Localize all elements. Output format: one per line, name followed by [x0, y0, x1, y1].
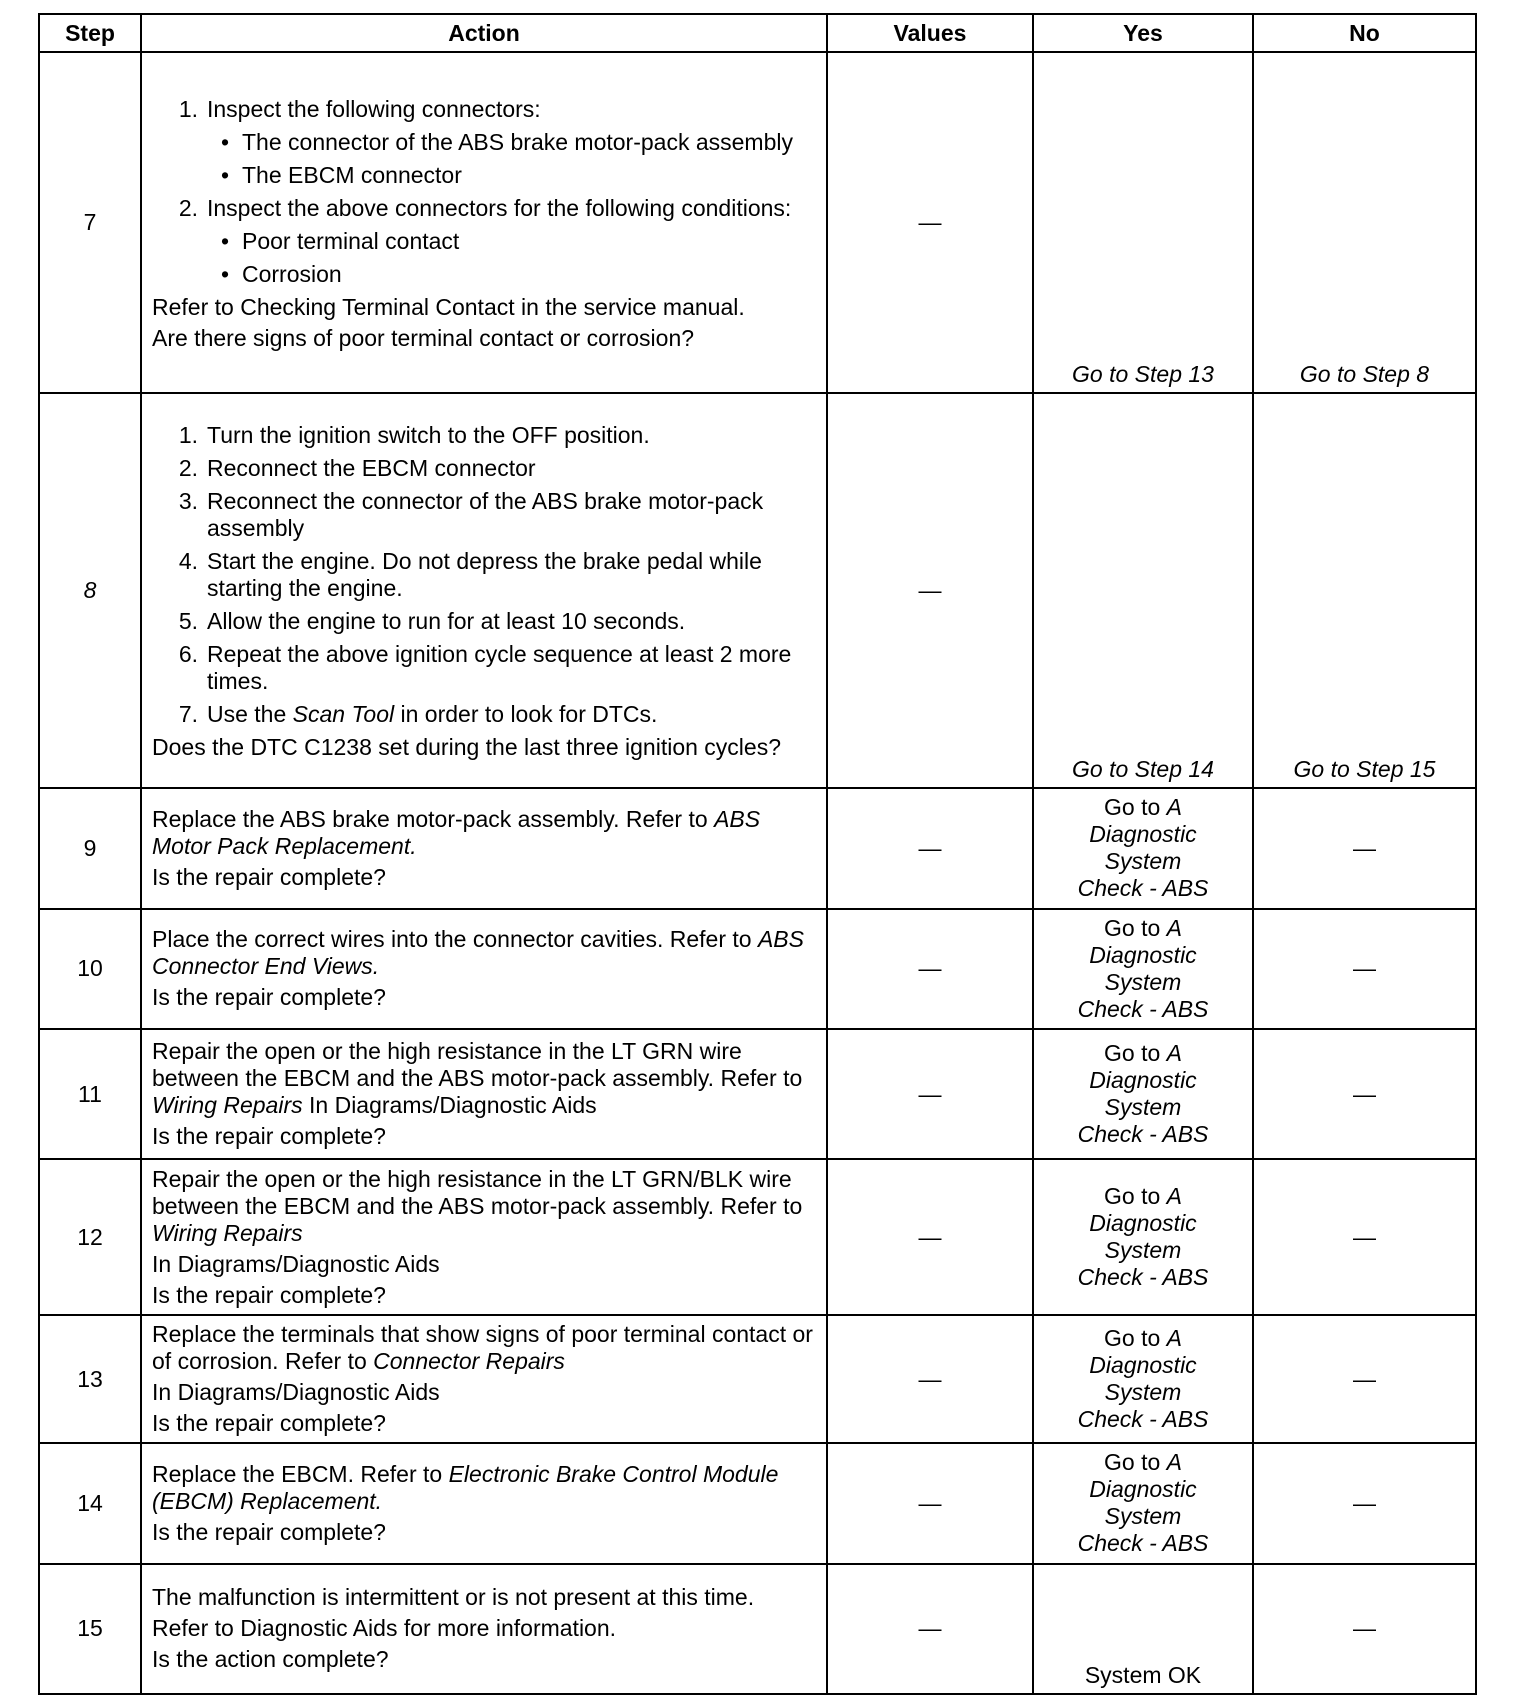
action-text: in order to look for DTCs. — [394, 701, 658, 728]
table-row-step-8 — [39, 393, 1476, 788]
values-cell: — — [827, 1564, 1033, 1694]
yes-cell — [1033, 1159, 1253, 1314]
header-action: Action — [141, 14, 827, 52]
header-yes: Yes — [1033, 14, 1253, 52]
action-item: Repeat the above ignition cycle sequence at least 2 more times. — [207, 641, 792, 695]
table-row-step-13 — [39, 1315, 1476, 1443]
action-cell: 1. Turn the ignition switch to the OFF position. 2. Reconnect the EBCM connector 3. Reconnect the connector of the ABS brake motor-pack assembly 4. Start the engine. Do not depress the brake pedal while starting the engine. 5. Allow the engine to run for at least 10 seconds. 6. Repeat the above ignition cycle sequence at least 2 more times. 7. Use the Scan Tool in order to look for DTCs. Does the DTC C1238 set during the last three ignition cycles? — [141, 393, 827, 788]
action-question: Is the repair complete? — [152, 863, 386, 890]
action-text: Place the correct wires into the connector cavities. Refer to — [152, 926, 758, 953]
yes-text: Diagnostic — [1089, 1476, 1197, 1503]
step-number: 11 — [39, 1029, 141, 1159]
step-number: 9 — [39, 788, 141, 908]
action-reference: Connector Repairs — [373, 1348, 565, 1374]
yes-text: System — [1104, 1379, 1182, 1405]
action-question: Are there signs of poor terminal contact or corrosion? — [152, 324, 695, 351]
action-bullet: Poor terminal contact — [242, 227, 460, 254]
values-cell: — — [827, 1443, 1033, 1563]
action-text: Replace the EBCM. Refer to — [152, 1460, 449, 1487]
yes-text: Check - ABS — [1077, 875, 1209, 902]
yes-cell: Go to Step 14 — [1033, 393, 1253, 788]
action-bullet: Corrosion — [242, 260, 342, 287]
yes-text: Go to — [1104, 914, 1167, 941]
action-text: In Diagrams/Diagnostic Aids — [152, 1379, 440, 1405]
yes-cell — [1033, 1029, 1253, 1159]
action-reference: Electronic Brake Control Module (EBCM) Replacement. — [152, 1460, 779, 1514]
values-cell: — — [827, 393, 1033, 788]
no-cell: Go to Step 15 — [1253, 393, 1476, 788]
yes-cell — [1033, 788, 1253, 908]
yes-text: System — [1104, 1094, 1182, 1121]
no-cell: — — [1253, 1564, 1476, 1694]
values-cell: — — [827, 1159, 1033, 1314]
action-reference: Wiring Repairs — [152, 1219, 303, 1246]
action-cell — [141, 788, 827, 908]
yes-text: Check - ABS — [1077, 995, 1209, 1022]
action-item: Inspect the following connectors: — [207, 95, 541, 122]
yes-text: Diagnostic — [1089, 1067, 1197, 1094]
action-text: Replace the ABS brake motor-pack assembly. Refer to — [152, 805, 715, 832]
table-row-step-9 — [39, 788, 1476, 908]
yes-cell — [1033, 909, 1253, 1029]
step-number: 14 — [39, 1443, 141, 1563]
action-question: Does the DTC C1238 set during the last three ignition cycles? — [152, 734, 781, 761]
yes-cell: Go to Step 13 — [1033, 52, 1253, 393]
no-cell: Go to Step 8 — [1253, 52, 1476, 393]
action-text: In Diagrams/Diagnostic Aids — [302, 1092, 597, 1119]
action-reference: ABS Connector End Views. — [152, 926, 804, 980]
action-question: Is the repair complete? — [152, 1281, 386, 1308]
yes-text: Go to — [1104, 1040, 1167, 1067]
action-question: Is the repair complete? — [152, 1518, 386, 1545]
yes-text: Check - ABS — [1077, 1530, 1209, 1557]
action-bullet: The connector of the ABS brake motor-pack assembly — [242, 128, 793, 155]
no-cell: — — [1253, 1443, 1476, 1563]
no-cell: — — [1253, 1315, 1476, 1443]
step-number: 13 — [39, 1315, 141, 1443]
header-row — [39, 14, 1476, 52]
step-number: 7 — [39, 52, 141, 393]
diagnostic-table — [38, 13, 1477, 1695]
yes-text: Go to — [1104, 1325, 1167, 1351]
action-cell — [141, 1159, 827, 1314]
action-item: Reconnect the EBCM connector — [207, 455, 536, 482]
yes-text: Diagnostic — [1089, 1352, 1197, 1378]
action-text: Repair the open or the high resistance in the LT GRN wire between the EBCM and the ABS motor-pack assembly. Refer to — [152, 1038, 803, 1092]
yes-text: System — [1104, 968, 1182, 995]
table-row-step-15 — [39, 1564, 1476, 1694]
no-cell: — — [1253, 1029, 1476, 1159]
yes-cell: System OK — [1033, 1564, 1253, 1694]
yes-text: Check - ABS — [1077, 1264, 1209, 1291]
yes-text: Check - ABS — [1077, 1406, 1209, 1432]
yes-text: Go to — [1104, 1449, 1167, 1476]
action-cell — [141, 1315, 827, 1443]
step-number: 15 — [39, 1564, 141, 1694]
action-text: The malfunction is intermittent or is not present at this time. — [152, 1584, 755, 1611]
action-item: Turn the ignition switch to the OFF position. — [207, 422, 650, 449]
action-cell — [141, 909, 827, 1029]
table-row-step-10 — [39, 909, 1476, 1029]
yes-text: A — [1166, 1325, 1182, 1351]
action-reference: ABS Motor Pack Replacement. — [152, 805, 761, 859]
step-number: 8 — [39, 393, 141, 788]
yes-text: Go to — [1104, 794, 1167, 821]
no-cell: — — [1253, 1159, 1476, 1314]
yes-text: Diagnostic — [1089, 941, 1197, 968]
table-row-step-11 — [39, 1029, 1476, 1159]
action-text-block — [152, 1321, 816, 1375]
action-text-block — [152, 1461, 816, 1515]
table-row-step-14 — [39, 1443, 1476, 1563]
action-cell — [141, 1029, 827, 1159]
action-question: Is the repair complete? — [152, 1410, 386, 1436]
action-item: Start the engine. Do not depress the brake pedal while starting the engine. — [207, 548, 762, 602]
yes-text: A — [1166, 1449, 1182, 1476]
action-note: Refer to Checking Terminal Contact in the service manual. — [152, 293, 745, 320]
action-question: Is the repair complete? — [152, 1123, 386, 1150]
table-row-step-7 — [39, 52, 1476, 393]
action-text-block — [152, 926, 816, 980]
no-cell: — — [1253, 909, 1476, 1029]
yes-cell — [1033, 1443, 1253, 1563]
yes-text: Check - ABS — [1077, 1121, 1209, 1148]
action-item: Inspect the above connectors for the following conditions: — [207, 194, 792, 221]
step-number: 12 — [39, 1159, 141, 1314]
action-item — [207, 701, 657, 727]
action-text: Repair the open or the high resistance in the LT GRN/BLK wire between the EBCM and the ABS motor-pack assembly. Refer to — [152, 1165, 803, 1219]
yes-text: A — [1166, 794, 1182, 821]
action-text: Use the — [207, 701, 293, 728]
action-text: Replace the terminals that show signs of poor terminal contact or of corrosion. Refer to — [152, 1321, 813, 1374]
yes-text: A — [1166, 1040, 1182, 1067]
header-values: Values — [827, 14, 1033, 52]
action-text-block — [152, 1038, 816, 1119]
table-row-step-12 — [39, 1159, 1476, 1314]
values-cell: — — [827, 788, 1033, 908]
step-number: 10 — [39, 909, 141, 1029]
yes-text: System — [1104, 1237, 1182, 1264]
values-cell: — — [827, 52, 1033, 393]
yes-text: A — [1166, 914, 1182, 941]
action-question: Is the action complete? — [152, 1646, 389, 1673]
yes-cell — [1033, 1315, 1253, 1443]
yes-text: A — [1166, 1183, 1182, 1210]
action-item: Reconnect the connector of the ABS brake motor-pack assembly — [207, 488, 764, 542]
action-text-block — [152, 806, 816, 860]
action-text-block — [152, 1166, 816, 1247]
action-reference: Scan Tool — [292, 701, 395, 728]
yes-text: Diagnostic — [1089, 821, 1197, 848]
action-text: Refer to Diagnostic Aids for more information. — [152, 1615, 617, 1642]
no-cell: — — [1253, 788, 1476, 908]
yes-text: Diagnostic — [1089, 1210, 1197, 1237]
values-cell: — — [827, 1029, 1033, 1159]
yes-text: System — [1104, 1503, 1182, 1530]
values-cell: — — [827, 1315, 1033, 1443]
action-bullet: The EBCM connector — [242, 161, 462, 188]
action-reference: Wiring Repairs — [152, 1092, 303, 1119]
action-cell — [141, 1564, 827, 1694]
yes-text: Go to — [1104, 1183, 1167, 1210]
action-item: Allow the engine to run for at least 10 seconds. — [207, 608, 686, 635]
action-question: Is the repair complete? — [152, 984, 386, 1011]
header-step: Step — [39, 14, 141, 52]
values-cell: — — [827, 909, 1033, 1029]
yes-text: System — [1104, 848, 1182, 875]
action-text: In Diagrams/Diagnostic Aids — [152, 1250, 440, 1277]
header-no: No — [1253, 14, 1476, 52]
action-cell — [141, 1443, 827, 1563]
action-cell: 1. Inspect the following connectors: • The connector of the ABS brake motor-pack assembly • The EBCM connector 2. Inspect the above connectors for the following conditions: • Poor terminal contact • Corrosion Refer to Checking Terminal Contact in the service manual. Are there signs of poor terminal contact or corrosion? — [141, 52, 827, 393]
